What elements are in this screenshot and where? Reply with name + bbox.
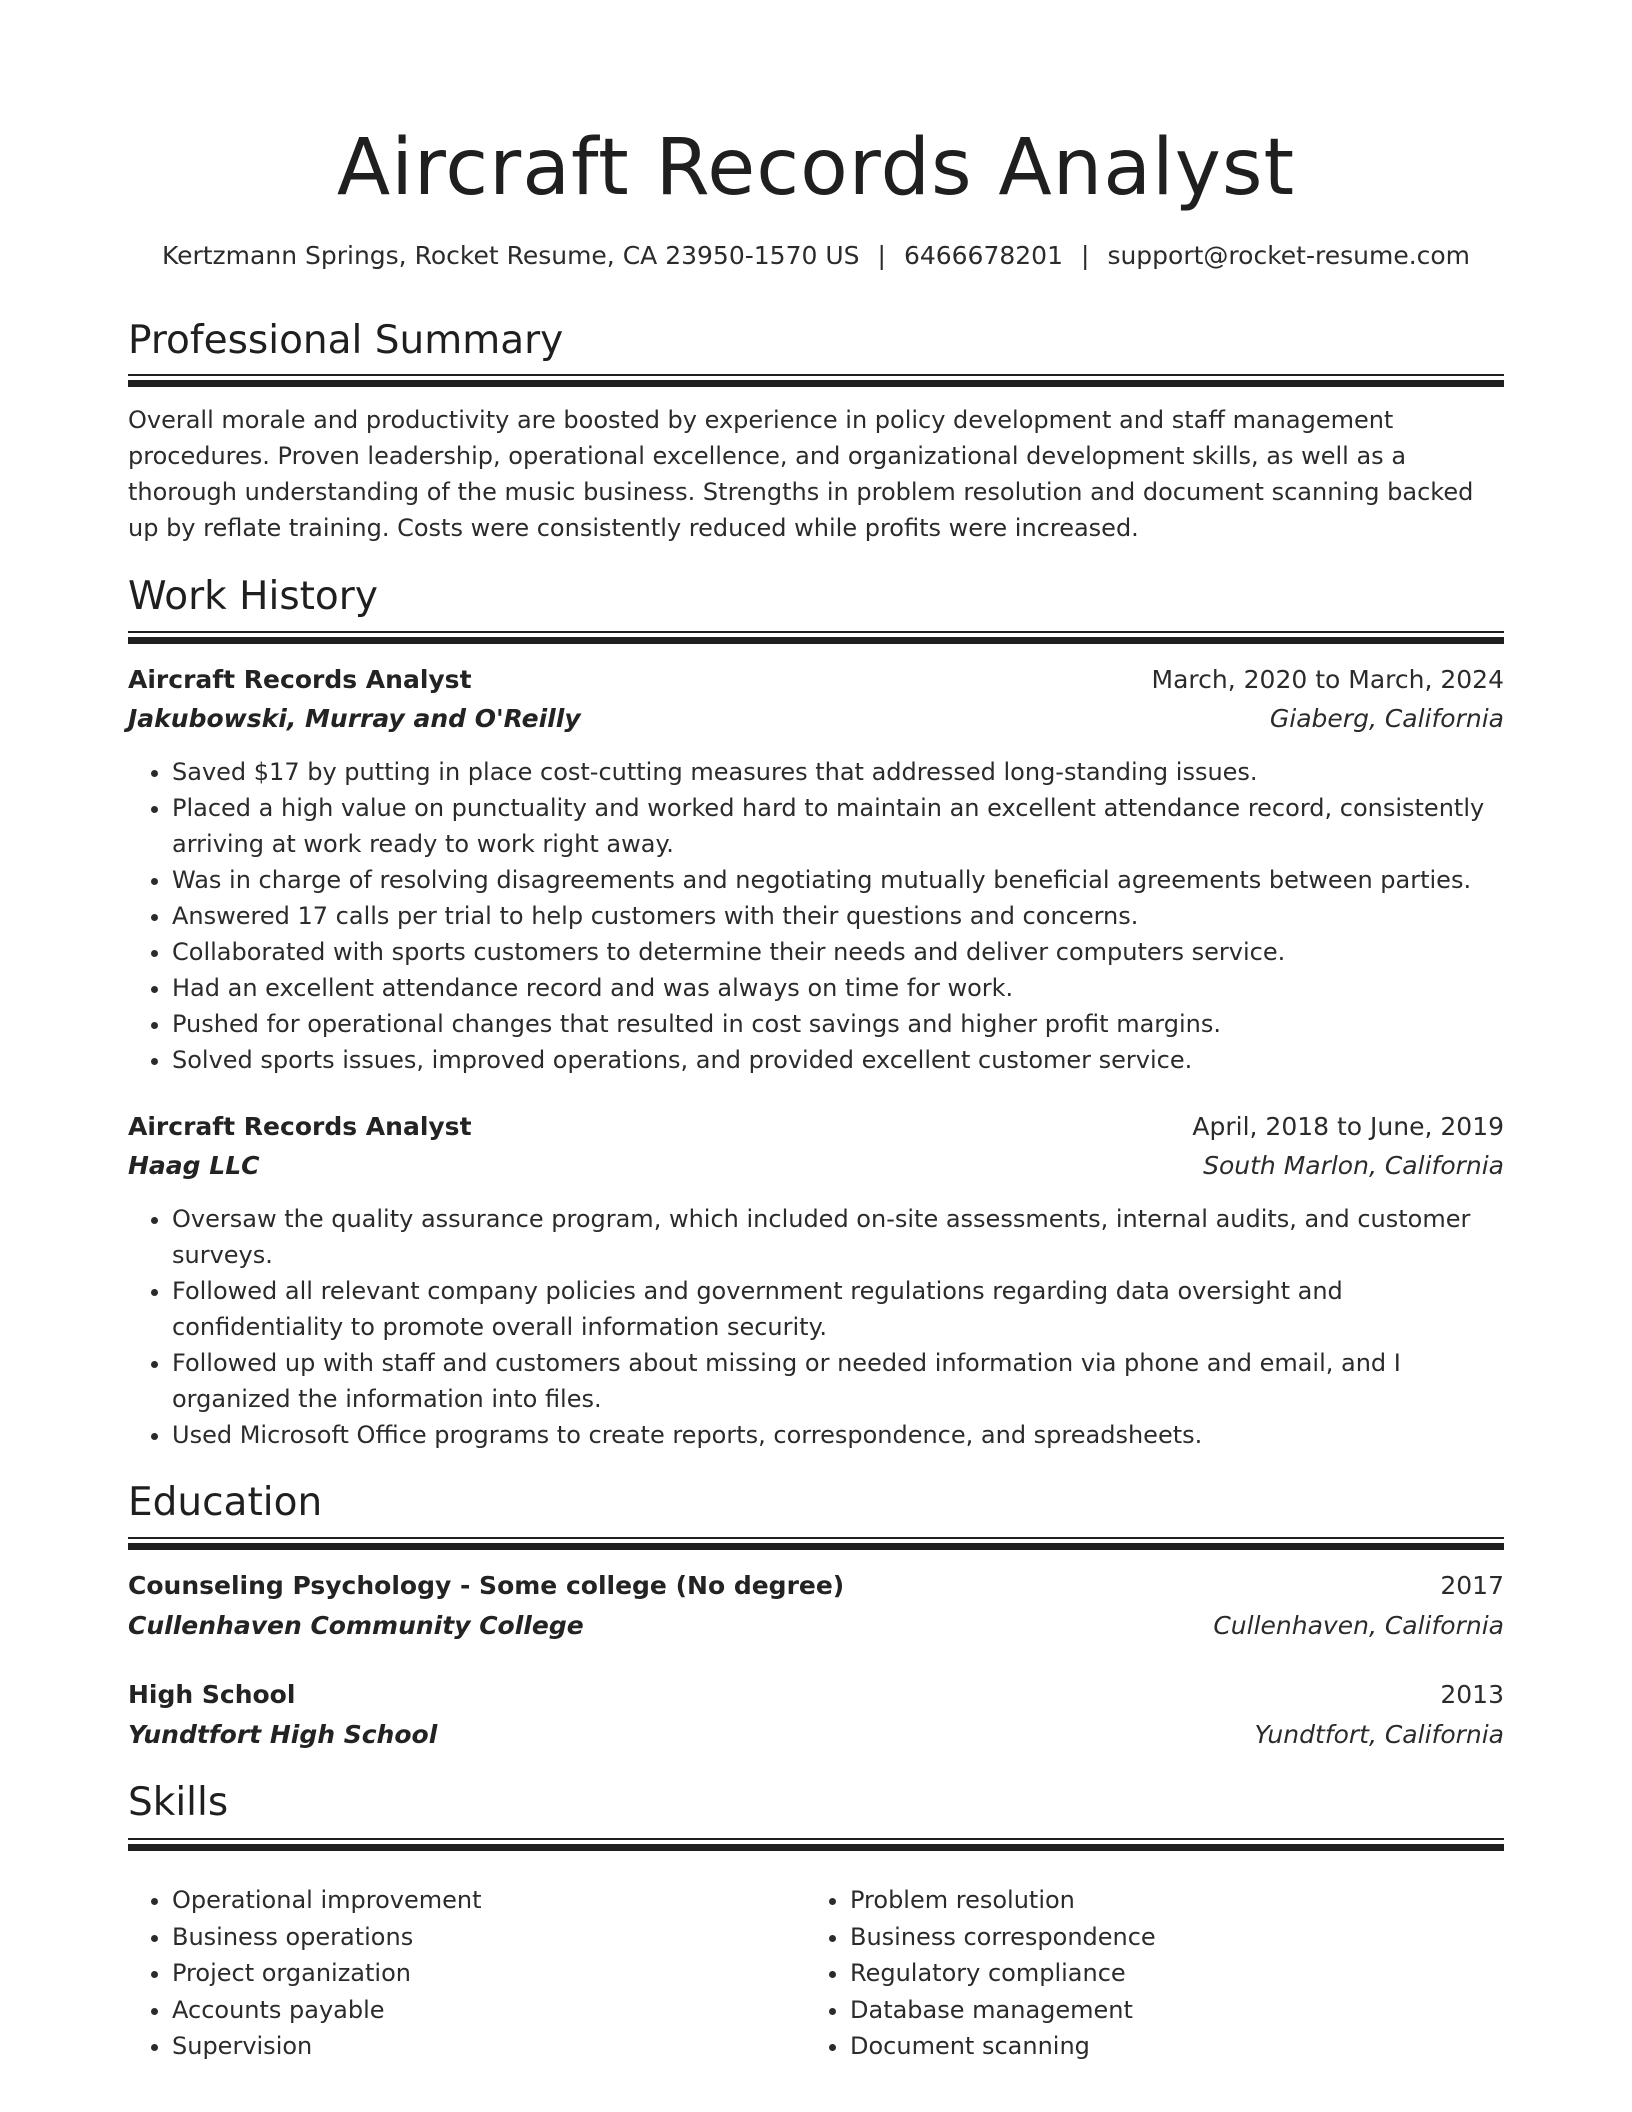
job-subheader bbox=[128, 1148, 1504, 1184]
job-header bbox=[128, 1109, 1504, 1145]
skill-item: • Document scanning bbox=[850, 2028, 1466, 2065]
job-bullets bbox=[128, 1201, 1504, 1453]
skill-item: • Operational improvement bbox=[172, 1882, 788, 1919]
skill-item: • Business operations bbox=[172, 1919, 788, 1956]
skill-item: • Accounts payable bbox=[172, 1992, 788, 2029]
skill-item: • Regulatory compliance bbox=[850, 1955, 1466, 1992]
skill-item: • Database management bbox=[850, 1992, 1466, 2029]
education-subheader bbox=[128, 1608, 1504, 1644]
contact-address: Kertzmann Springs, Rocket Resume, CA 23950-1570 US bbox=[161, 241, 860, 270]
skill-item: • Business correspondence bbox=[850, 1919, 1466, 1956]
education-school: Cullenhaven Community College bbox=[128, 1611, 584, 1640]
list-item: • Saved $17 by putting in place cost-cutting measures that addressed long-standing issues. bbox=[172, 754, 1504, 790]
education-school: Yundtfort High School bbox=[128, 1720, 438, 1749]
skills-list bbox=[128, 1882, 1504, 2072]
education-subheader bbox=[128, 1717, 1504, 1753]
section-title-education: Education bbox=[128, 1480, 323, 1525]
contact-line bbox=[128, 238, 1504, 274]
list-item: • Solved sports issues, improved operations, and provided excellent customer service. bbox=[172, 1042, 1504, 1078]
list-item: • Used Microsoft Office programs to create reports, correspondence, and spreadsheets. bbox=[172, 1417, 1504, 1453]
skills-column-left bbox=[128, 1882, 788, 2065]
section-divider bbox=[128, 1537, 1504, 1550]
list-item: • Had an excellent attendance record and was always on time for work. bbox=[172, 970, 1504, 1006]
job-role: Aircraft Records Analyst bbox=[128, 665, 472, 694]
job-subheader bbox=[128, 701, 1504, 737]
contact-phone: 6466678201 bbox=[903, 241, 1063, 270]
section-title-skills: Skills bbox=[128, 1780, 229, 1825]
job-bullets bbox=[128, 754, 1504, 1078]
job-company: Jakubowski, Murray and O'Reilly bbox=[128, 704, 581, 733]
resume-name: Aircraft Records Analyst bbox=[336, 123, 1296, 213]
job-company: Haag LLC bbox=[128, 1151, 260, 1180]
list-item: • Was in charge of resolving disagreements and negotiating mutually beneficial agreements between parties. bbox=[172, 862, 1504, 898]
contact-email: support@rocket-resume.com bbox=[1107, 241, 1471, 270]
education-location: Cullenhaven, California bbox=[1213, 1611, 1504, 1640]
section-title-summary: Professional Summary bbox=[128, 318, 564, 363]
list-item: • Oversaw the quality assurance program, which included on-site assessments, internal audits, and customer surveys. bbox=[172, 1201, 1504, 1273]
job-location: Giaberg, California bbox=[1269, 704, 1504, 733]
education-year: 2013 bbox=[1440, 1680, 1504, 1709]
job-dates: March, 2020 to March, 2024 bbox=[1151, 665, 1504, 694]
section-divider bbox=[128, 631, 1504, 644]
contact-separator: | bbox=[1081, 241, 1090, 270]
education-degree: High School bbox=[128, 1680, 296, 1709]
list-item: • Pushed for operational changes that resulted in cost savings and higher profit margins. bbox=[172, 1006, 1504, 1042]
list-item: • Followed all relevant company policies and government regulations regarding data oversight and confidentiality to promote overall information security. bbox=[172, 1273, 1504, 1345]
skill-item: • Project organization bbox=[172, 1955, 788, 1992]
skill-item: • Problem resolution bbox=[850, 1882, 1466, 1919]
skills-column-right bbox=[806, 1882, 1466, 2065]
education-header bbox=[128, 1568, 1504, 1604]
list-item: • Answered 17 calls per trial to help customers with their questions and concerns. bbox=[172, 898, 1504, 934]
list-item: • Collaborated with sports customers to determine their needs and deliver computers service. bbox=[172, 934, 1504, 970]
section-divider bbox=[128, 374, 1504, 387]
section-divider bbox=[128, 1838, 1504, 1851]
list-item: • Placed a high value on punctuality and worked hard to maintain an excellent attendance record, consistently arriving at work ready to work right away. bbox=[172, 790, 1504, 862]
section-title-work-history: Work History bbox=[128, 574, 378, 619]
education-header bbox=[128, 1677, 1504, 1713]
education-degree: Counseling Psychology - Some college (No degree) bbox=[128, 1571, 845, 1600]
summary-text: Overall morale and productivity are boosted by experience in policy development and staff management procedures. Proven leadership, operational excellence, and organizational development skills, as well as a thorough understanding of the music business. Strengths in problem resolution and document scanning backed up by reflate training. Costs were consistently reduced while profits were increased. bbox=[128, 406, 1474, 542]
education-location: Yundtfort, California bbox=[1254, 1720, 1504, 1749]
job-location: South Marlon, California bbox=[1203, 1151, 1504, 1180]
job-role: Aircraft Records Analyst bbox=[128, 1112, 472, 1141]
education-year: 2017 bbox=[1440, 1571, 1504, 1600]
job-header bbox=[128, 662, 1504, 698]
contact-separator: | bbox=[877, 241, 886, 270]
list-item: • Followed up with staff and customers about missing or needed information via phone and email, and I organized the information into files. bbox=[172, 1345, 1504, 1417]
skill-item: • Supervision bbox=[172, 2028, 788, 2065]
job-dates: April, 2018 to June, 2019 bbox=[1192, 1112, 1504, 1141]
